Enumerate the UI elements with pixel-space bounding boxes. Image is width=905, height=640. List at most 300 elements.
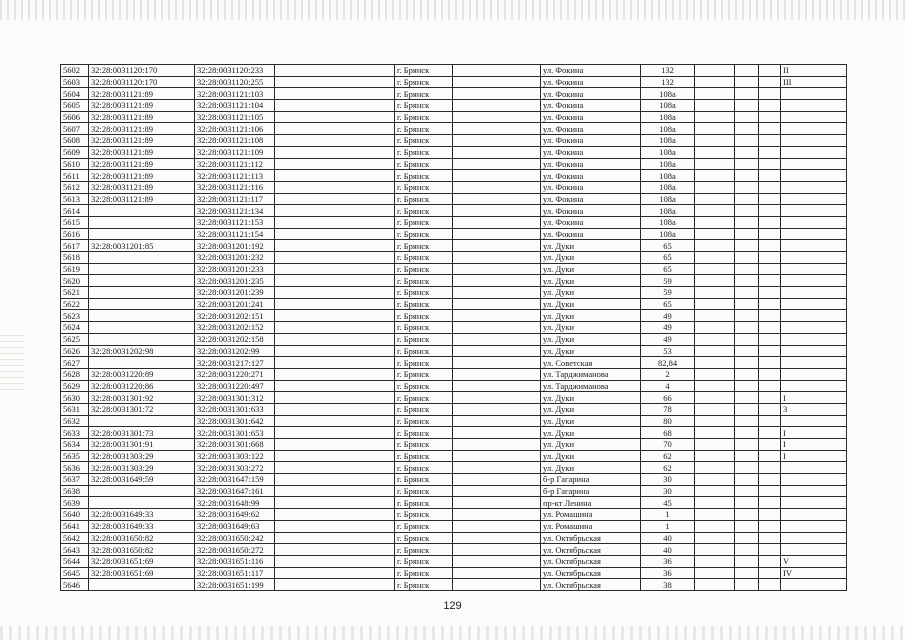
table-row [61, 275, 847, 287]
cell-row-number: 5640 [61, 509, 89, 521]
cell-cadastral-number: 32:28:0031301:653 [195, 427, 275, 439]
cell-parent-cadastral-number [89, 252, 195, 264]
cell-extra-col [695, 100, 735, 112]
table-row [61, 345, 847, 357]
cell-premises-number [781, 345, 847, 357]
cell-cadastral-number: 32:28:0031121:113 [195, 170, 275, 182]
cell-extra-col-2 [735, 579, 759, 591]
cell-city: г. Брянск [395, 65, 453, 77]
cell-house-number: 70 [641, 439, 695, 451]
cell-blank-col [275, 322, 395, 334]
cell-street: ул. Фокина [541, 193, 641, 205]
table-row [61, 298, 847, 310]
cell-street: ул. Октябрьская [541, 567, 641, 579]
cell-parent-cadastral-number: 32:28:0031301:73 [89, 427, 195, 439]
cell-city: г. Брянск [395, 76, 453, 88]
cell-extra-col-2 [735, 403, 759, 415]
cell-extra-col-2 [735, 462, 759, 474]
cell-house-number: 30 [641, 485, 695, 497]
table-row [61, 65, 847, 77]
cell-house-number: 65 [641, 240, 695, 252]
cell-blank-col-2 [453, 485, 541, 497]
table-row [61, 509, 847, 521]
cell-cadastral-number: 32:28:0031121:105 [195, 111, 275, 123]
cell-parent-cadastral-number: 32:28:0031649:33 [89, 520, 195, 532]
cell-parent-cadastral-number [89, 485, 195, 497]
cell-street: ул. Дуки [541, 462, 641, 474]
cell-blank-col [275, 380, 395, 392]
cell-cadastral-number: 32:28:0031202:158 [195, 333, 275, 345]
cell-row-number: 5630 [61, 392, 89, 404]
cell-premises-number [781, 263, 847, 275]
cell-row-number: 5629 [61, 380, 89, 392]
cell-extra-col [695, 345, 735, 357]
cell-extra-col-3 [759, 474, 781, 486]
cell-row-number: 5620 [61, 275, 89, 287]
cell-extra-col-3 [759, 485, 781, 497]
table-row [61, 544, 847, 556]
cell-extra-col-3 [759, 216, 781, 228]
cell-blank-col [275, 368, 395, 380]
cell-row-number: 5625 [61, 333, 89, 345]
cell-blank-col [275, 205, 395, 217]
cell-premises-number: II [781, 65, 847, 77]
scan-artifact-left [0, 330, 24, 390]
cell-extra-col [695, 252, 735, 264]
cell-house-number: 65 [641, 298, 695, 310]
cell-parent-cadastral-number: 32:28:0031202:98 [89, 345, 195, 357]
cell-row-number: 5613 [61, 193, 89, 205]
cell-premises-number [781, 368, 847, 380]
cell-row-number: 5602 [61, 65, 89, 77]
cell-street: ул. Дуки [541, 240, 641, 252]
cell-blank-col [275, 240, 395, 252]
cell-blank-col-2 [453, 345, 541, 357]
cell-city: г. Брянск [395, 368, 453, 380]
cell-premises-number [781, 88, 847, 100]
cell-extra-col [695, 497, 735, 509]
cell-house-number: 80 [641, 415, 695, 427]
cell-house-number: 82,84 [641, 357, 695, 369]
cell-parent-cadastral-number [89, 263, 195, 275]
cell-street: ул. Дуки [541, 275, 641, 287]
cell-house-number: 68 [641, 427, 695, 439]
cell-cadastral-number: 32:28:0031120:255 [195, 76, 275, 88]
table-row [61, 333, 847, 345]
cell-city: г. Брянск [395, 474, 453, 486]
cell-blank-col [275, 532, 395, 544]
cell-cadastral-number: 32:28:0031650:272 [195, 544, 275, 556]
scan-artifact-top [0, 0, 905, 20]
cell-blank-col-2 [453, 333, 541, 345]
cell-extra-col-2 [735, 205, 759, 217]
cell-parent-cadastral-number: 32:28:0031121:89 [89, 111, 195, 123]
cell-street: ул. Ромашина [541, 509, 641, 521]
cell-extra-col-2 [735, 181, 759, 193]
cell-cadastral-number: 32:28:0031301:668 [195, 439, 275, 451]
cell-street: ул. Октябрьская [541, 555, 641, 567]
cell-house-number: 132 [641, 76, 695, 88]
cell-parent-cadastral-number [89, 216, 195, 228]
table-row [61, 88, 847, 100]
cell-premises-number [781, 111, 847, 123]
cell-street: ул. Октябрьская [541, 532, 641, 544]
cell-street: ул. Фокина [541, 100, 641, 112]
cell-cadastral-number: 32:28:0031121:117 [195, 193, 275, 205]
cell-extra-col [695, 181, 735, 193]
cell-extra-col-3 [759, 123, 781, 135]
cell-blank-col [275, 427, 395, 439]
table-row [61, 287, 847, 299]
cell-extra-col [695, 65, 735, 77]
cell-house-number: 132 [641, 65, 695, 77]
cell-blank-col [275, 216, 395, 228]
cell-row-number: 5643 [61, 544, 89, 556]
table-row [61, 497, 847, 509]
cell-house-number: 108а [641, 146, 695, 158]
table-row [61, 100, 847, 112]
cell-blank-col-2 [453, 263, 541, 275]
cell-extra-col-2 [735, 345, 759, 357]
cell-extra-col-2 [735, 287, 759, 299]
cell-extra-col-2 [735, 368, 759, 380]
cell-extra-col [695, 567, 735, 579]
cell-row-number: 5628 [61, 368, 89, 380]
cell-premises-number [781, 579, 847, 591]
table-row [61, 135, 847, 147]
cell-extra-col [695, 509, 735, 521]
cell-cadastral-number: 32:28:0031121:153 [195, 216, 275, 228]
cell-extra-col [695, 485, 735, 497]
cell-row-number: 5638 [61, 485, 89, 497]
cell-extra-col [695, 158, 735, 170]
cell-cadastral-number: 32:28:0031217:127 [195, 357, 275, 369]
cell-house-number: 65 [641, 263, 695, 275]
cell-blank-col-2 [453, 555, 541, 567]
cell-extra-col-3 [759, 193, 781, 205]
cell-extra-col-2 [735, 450, 759, 462]
cell-blank-col [275, 450, 395, 462]
cell-street: ул. Дуки [541, 439, 641, 451]
cell-parent-cadastral-number: 32:28:0031303:29 [89, 450, 195, 462]
cell-city: г. Брянск [395, 357, 453, 369]
cell-extra-col-3 [759, 520, 781, 532]
cell-house-number: 38 [641, 579, 695, 591]
cell-blank-col-2 [453, 193, 541, 205]
cell-extra-col-3 [759, 357, 781, 369]
table-row [61, 322, 847, 334]
cell-extra-col [695, 287, 735, 299]
cell-parent-cadastral-number: 32:28:0031121:89 [89, 88, 195, 100]
cell-extra-col-3 [759, 88, 781, 100]
cell-cadastral-number: 32:28:0031301:642 [195, 415, 275, 427]
cell-premises-number [781, 509, 847, 521]
cell-cadastral-number: 32:28:0031647:159 [195, 474, 275, 486]
cell-cadastral-number: 32:28:0031651:199 [195, 579, 275, 591]
scan-artifact-bottom [0, 626, 905, 640]
cell-blank-col [275, 170, 395, 182]
cell-row-number: 5618 [61, 252, 89, 264]
cell-extra-col-2 [735, 240, 759, 252]
table-row [61, 415, 847, 427]
cell-street: ул. Фокина [541, 123, 641, 135]
cell-row-number: 5646 [61, 579, 89, 591]
cell-house-number: 40 [641, 532, 695, 544]
cell-blank-col [275, 193, 395, 205]
cell-house-number: 108а [641, 216, 695, 228]
table-row [61, 146, 847, 158]
cell-street: пр-кт Ленина [541, 497, 641, 509]
cell-extra-col [695, 520, 735, 532]
cadastral-register-table [60, 64, 847, 591]
cell-extra-col-2 [735, 439, 759, 451]
cell-cadastral-number: 32:28:0031121:112 [195, 158, 275, 170]
cell-extra-col [695, 298, 735, 310]
cell-parent-cadastral-number [89, 287, 195, 299]
cell-extra-col [695, 450, 735, 462]
cell-blank-col-2 [453, 135, 541, 147]
cell-premises-number [781, 357, 847, 369]
cell-blank-col-2 [453, 392, 541, 404]
table-row [61, 392, 847, 404]
cell-blank-col-2 [453, 146, 541, 158]
cell-premises-number [781, 181, 847, 193]
cell-blank-col [275, 310, 395, 322]
cell-blank-col [275, 520, 395, 532]
cell-extra-col [695, 76, 735, 88]
table-row [61, 403, 847, 415]
cell-city: г. Брянск [395, 111, 453, 123]
cell-street: ул. Тарджиманова [541, 368, 641, 380]
cell-parent-cadastral-number [89, 333, 195, 345]
table-row [61, 205, 847, 217]
cell-house-number: 59 [641, 287, 695, 299]
cell-extra-col-2 [735, 275, 759, 287]
cell-city: г. Брянск [395, 205, 453, 217]
cell-premises-number: 3 [781, 403, 847, 415]
cell-city: г. Брянск [395, 439, 453, 451]
cell-blank-col [275, 403, 395, 415]
cell-blank-col [275, 333, 395, 345]
cell-premises-number [781, 497, 847, 509]
cell-premises-number [781, 123, 847, 135]
cell-cadastral-number: 32:28:0031202:151 [195, 310, 275, 322]
cell-cadastral-number: 32:28:0031121:109 [195, 146, 275, 158]
cell-blank-col [275, 567, 395, 579]
cell-extra-col-2 [735, 135, 759, 147]
cell-premises-number [781, 135, 847, 147]
cell-extra-col-2 [735, 415, 759, 427]
cell-blank-col-2 [453, 240, 541, 252]
cell-parent-cadastral-number: 32:28:0031650:82 [89, 544, 195, 556]
cell-cadastral-number: 32:28:0031649:62 [195, 509, 275, 521]
cell-premises-number [781, 252, 847, 264]
cell-city: г. Брянск [395, 392, 453, 404]
cell-street: ул. Фокина [541, 216, 641, 228]
cell-premises-number [781, 380, 847, 392]
cell-street: ул. Дуки [541, 298, 641, 310]
cell-cadastral-number: 32:28:0031202:99 [195, 345, 275, 357]
cell-extra-col-3 [759, 252, 781, 264]
cell-house-number: 1 [641, 509, 695, 521]
cell-extra-col-3 [759, 228, 781, 240]
cell-parent-cadastral-number: 32:28:0031121:89 [89, 181, 195, 193]
cell-premises-number [781, 240, 847, 252]
cell-blank-col [275, 158, 395, 170]
cell-extra-col-3 [759, 65, 781, 77]
cell-blank-col-2 [453, 65, 541, 77]
cell-city: г. Брянск [395, 520, 453, 532]
table-row [61, 474, 847, 486]
cell-extra-col [695, 439, 735, 451]
cell-street: ул. Дуки [541, 322, 641, 334]
cell-house-number: 30 [641, 474, 695, 486]
cell-city: г. Брянск [395, 462, 453, 474]
cell-extra-col-3 [759, 158, 781, 170]
cell-extra-col-2 [735, 146, 759, 158]
cell-street: ул. Фокина [541, 181, 641, 193]
cell-premises-number [781, 228, 847, 240]
cell-house-number: 62 [641, 450, 695, 462]
cell-parent-cadastral-number: 32:28:0031121:89 [89, 123, 195, 135]
cell-city: г. Брянск [395, 240, 453, 252]
cell-blank-col-2 [453, 474, 541, 486]
cell-extra-col-2 [735, 76, 759, 88]
cell-blank-col-2 [453, 181, 541, 193]
cell-parent-cadastral-number: 32:28:0031650:82 [89, 532, 195, 544]
cell-street: ул. Фокина [541, 65, 641, 77]
cell-premises-number [781, 216, 847, 228]
cell-city: г. Брянск [395, 333, 453, 345]
cell-house-number: 40 [641, 544, 695, 556]
cell-blank-col-2 [453, 228, 541, 240]
cell-house-number: 108а [641, 158, 695, 170]
cell-street: ул. Фокина [541, 158, 641, 170]
cell-extra-col-2 [735, 380, 759, 392]
cell-parent-cadastral-number: 32:28:0031201:85 [89, 240, 195, 252]
cell-blank-col-2 [453, 111, 541, 123]
table-row [61, 228, 847, 240]
cell-extra-col-3 [759, 555, 781, 567]
cell-extra-col [695, 357, 735, 369]
cell-street: ул. Дуки [541, 392, 641, 404]
cell-extra-col [695, 380, 735, 392]
cell-city: г. Брянск [395, 310, 453, 322]
cell-blank-col-2 [453, 310, 541, 322]
cell-cadastral-number: 32:28:0031121:103 [195, 88, 275, 100]
table-row [61, 462, 847, 474]
cell-blank-col [275, 298, 395, 310]
cell-extra-col [695, 193, 735, 205]
cell-parent-cadastral-number: 32:28:0031649:33 [89, 509, 195, 521]
table-row [61, 263, 847, 275]
cell-blank-col [275, 579, 395, 591]
cell-row-number: 5633 [61, 427, 89, 439]
cell-city: г. Брянск [395, 298, 453, 310]
cell-extra-col-2 [735, 65, 759, 77]
cell-row-number: 5616 [61, 228, 89, 240]
cell-row-number: 5612 [61, 181, 89, 193]
cell-row-number: 5639 [61, 497, 89, 509]
cell-extra-col-2 [735, 216, 759, 228]
cell-row-number: 5626 [61, 345, 89, 357]
cell-extra-col-3 [759, 298, 781, 310]
cell-blank-col [275, 146, 395, 158]
cell-house-number: 4 [641, 380, 695, 392]
cell-row-number: 5609 [61, 146, 89, 158]
cell-cadastral-number: 32:28:0031201:241 [195, 298, 275, 310]
cell-blank-col-2 [453, 322, 541, 334]
cell-premises-number [781, 170, 847, 182]
cell-parent-cadastral-number [89, 357, 195, 369]
cell-parent-cadastral-number [89, 579, 195, 591]
cell-city: г. Брянск [395, 415, 453, 427]
cell-street: ул. Фокина [541, 205, 641, 217]
cell-blank-col [275, 287, 395, 299]
cell-extra-col [695, 392, 735, 404]
cell-extra-col-3 [759, 368, 781, 380]
cell-blank-col [275, 509, 395, 521]
cell-extra-col [695, 532, 735, 544]
cell-parent-cadastral-number: 32:28:0031651:69 [89, 567, 195, 579]
cell-row-number: 5632 [61, 415, 89, 427]
cell-blank-col-2 [453, 380, 541, 392]
cell-blank-col [275, 76, 395, 88]
cell-extra-col [695, 555, 735, 567]
cell-row-number: 5617 [61, 240, 89, 252]
cell-extra-col [695, 322, 735, 334]
cell-house-number: 108а [641, 228, 695, 240]
cell-extra-col-2 [735, 520, 759, 532]
cell-parent-cadastral-number: 32:28:0031301:91 [89, 439, 195, 451]
cell-extra-col-3 [759, 181, 781, 193]
cell-city: г. Брянск [395, 252, 453, 264]
cell-street: б-р Гагарина [541, 474, 641, 486]
cell-parent-cadastral-number: 32:28:0031301:72 [89, 403, 195, 415]
cell-city: г. Брянск [395, 216, 453, 228]
cell-extra-col [695, 310, 735, 322]
cell-parent-cadastral-number: 32:28:0031121:89 [89, 146, 195, 158]
table-row [61, 439, 847, 451]
cell-premises-number: V [781, 555, 847, 567]
cell-cadastral-number: 32:28:0031120:233 [195, 65, 275, 77]
cell-cadastral-number: 32:28:0031651:116 [195, 555, 275, 567]
cell-extra-col-3 [759, 567, 781, 579]
table-row [61, 193, 847, 205]
table-row [61, 123, 847, 135]
cell-cadastral-number: 32:28:0031651:117 [195, 567, 275, 579]
cell-parent-cadastral-number [89, 275, 195, 287]
cell-extra-col [695, 146, 735, 158]
cell-city: г. Брянск [395, 567, 453, 579]
cell-cadastral-number: 32:28:0031121:106 [195, 123, 275, 135]
cell-parent-cadastral-number: 32:28:0031303:29 [89, 462, 195, 474]
cell-house-number: 36 [641, 567, 695, 579]
cell-row-number: 5611 [61, 170, 89, 182]
cell-blank-col-2 [453, 275, 541, 287]
cell-blank-col [275, 100, 395, 112]
cell-cadastral-number: 32:28:0031301:312 [195, 392, 275, 404]
cell-blank-col-2 [453, 357, 541, 369]
cell-parent-cadastral-number [89, 205, 195, 217]
cell-parent-cadastral-number: 32:28:0031121:89 [89, 135, 195, 147]
cell-house-number: 66 [641, 392, 695, 404]
cell-extra-col [695, 462, 735, 474]
cell-extra-col-3 [759, 146, 781, 158]
cell-row-number: 5606 [61, 111, 89, 123]
cell-premises-number: I [781, 392, 847, 404]
cell-extra-col [695, 275, 735, 287]
